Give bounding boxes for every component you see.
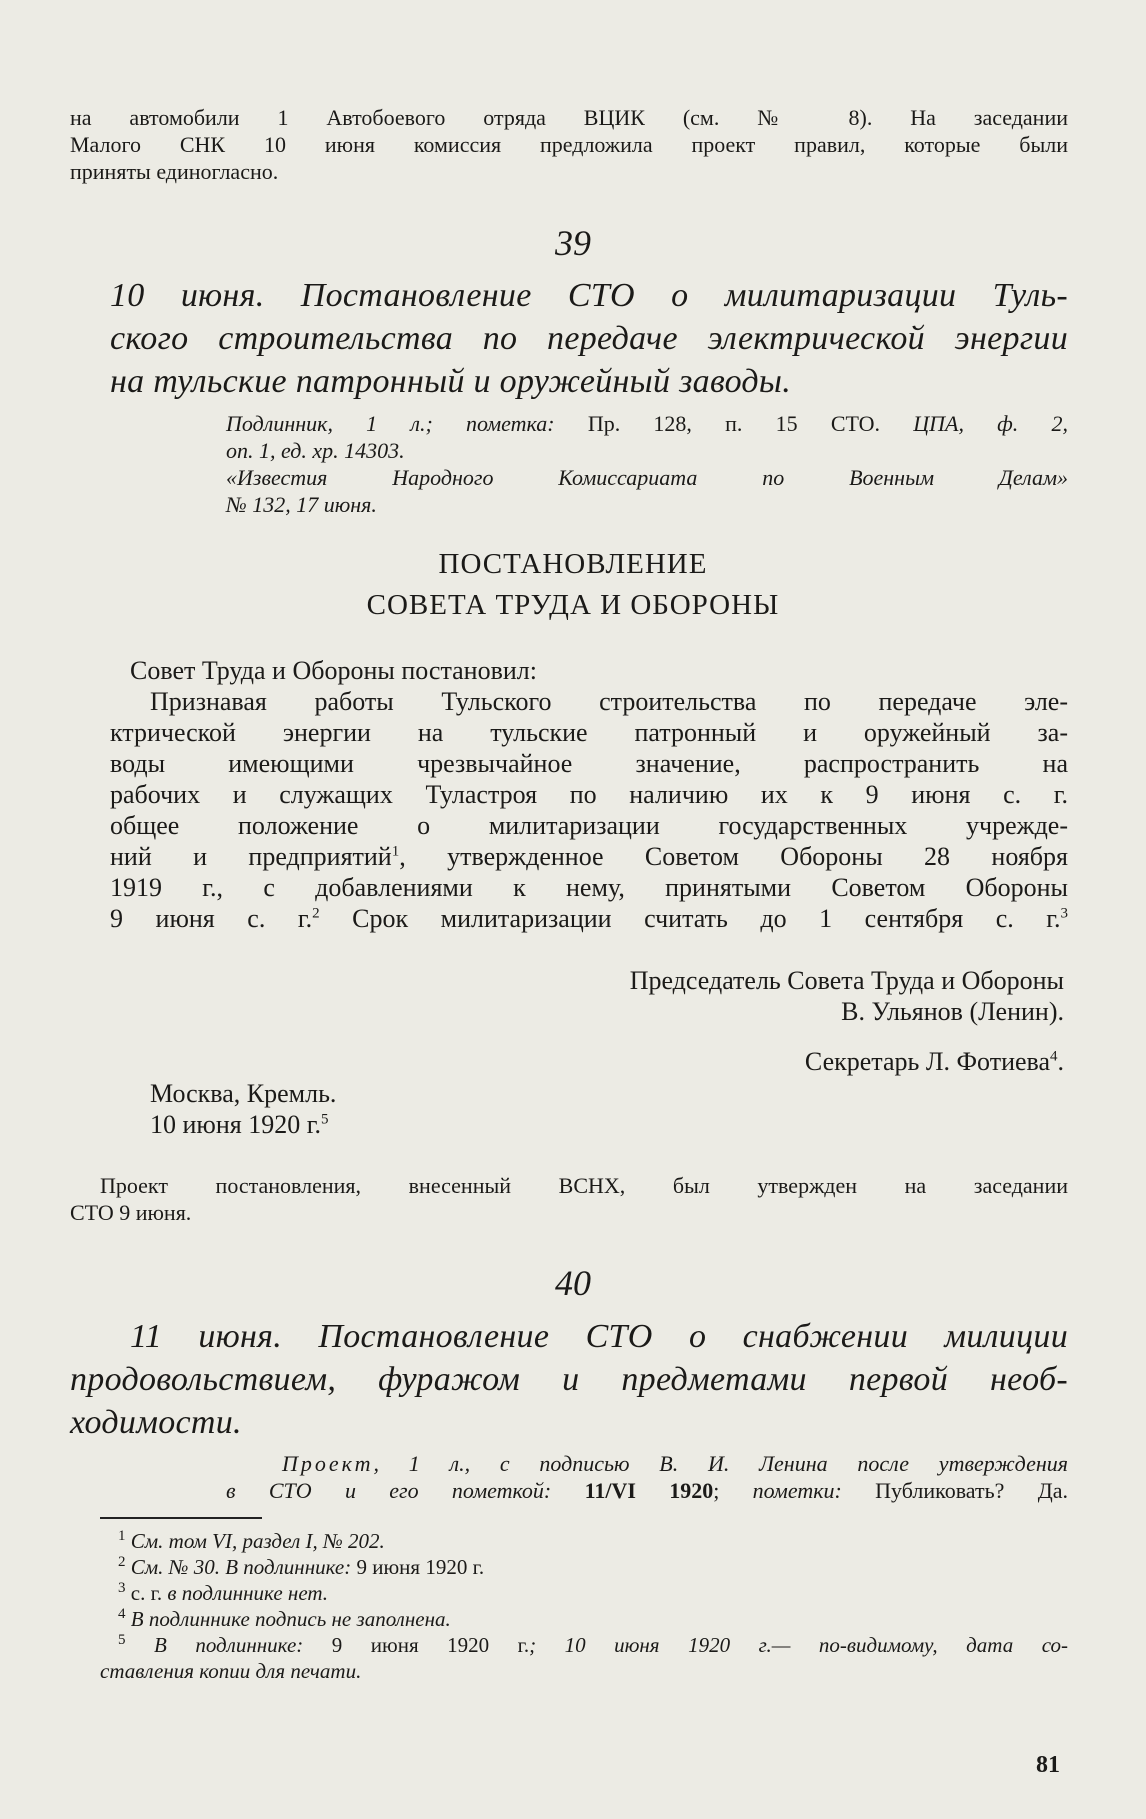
source-text: в СТО и его пометкой: <box>226 1478 585 1503</box>
editorial-note <box>70 1172 1068 1226</box>
signature-role: Председатель Совета Труда и Обороны <box>629 966 1064 995</box>
place-date <box>150 1078 750 1140</box>
decree-line: рабочих и служащих Туластроя по наличию их к 9 июня с. г. <box>110 780 1068 809</box>
footnote-mark: 4 <box>118 1606 126 1622</box>
source-text: , 1 л., с подписью В. И. Ленина после утверждения <box>373 1451 1068 1476</box>
secretary-text: Секретарь Л. Фотиева <box>804 1047 1050 1076</box>
decree-heading: СОВЕТА ТРУДА И ОБОРОНЫ <box>366 589 780 621</box>
secretary-wrap <box>110 1046 1064 1077</box>
footnote-text: с. г. <box>130 1581 168 1605</box>
decree-text: 9 июня с. г. <box>110 904 313 933</box>
source-note <box>226 1477 1068 1504</box>
footnote-continuation <box>100 1658 1068 1684</box>
source-line <box>226 410 1068 437</box>
note-line: СТО 9 июня. <box>70 1200 192 1225</box>
footnote-mark: 2 <box>118 1554 126 1570</box>
footnote-ref: 1 <box>391 843 400 860</box>
title-line: продовольствием, фуражом и предметами первой необ- <box>70 1361 1068 1398</box>
source-text: ; <box>713 1478 753 1503</box>
source-text: Публиковать? Да. <box>841 1478 1068 1503</box>
source-line: оп. 1, ед. хр. 14303. <box>226 438 405 463</box>
source-text: пометки: <box>752 1478 842 1503</box>
source-text: ЦПА, ф. 2, <box>913 411 1068 436</box>
source-text: 11/VI 1920 <box>584 1478 714 1503</box>
document-number: 40 <box>555 1263 591 1303</box>
decree-text: Срок милитаризации считать до 1 сентября с. г. <box>319 904 1061 933</box>
decree-line: ктрической энергии на тульские патронный и оружейный за- <box>110 718 1068 747</box>
date: 10 июня 1920 г. <box>150 1110 321 1139</box>
footnote-ref: 4 <box>1050 1048 1058 1065</box>
footnote-ref: 5 <box>320 1111 329 1128</box>
date-line <box>150 1109 750 1140</box>
place: Москва, Кремль. <box>150 1079 337 1108</box>
footnote-mark: 1 <box>118 1528 126 1544</box>
footnote-item <box>118 1632 1068 1658</box>
footnote-text: В подлиннике подпись не заполнена. <box>130 1607 451 1631</box>
footnote-text: ставления копии для печати. <box>100 1659 362 1683</box>
footnote-text: См. № 30. В подлиннике: <box>130 1555 357 1579</box>
footnote-mark: 3 <box>118 1580 126 1596</box>
decree-line: общее положение о милитаризации государственных учрежде- <box>110 811 1068 840</box>
title-line: 11 июня. Постановление СТО о снабжении милиции <box>130 1318 1068 1355</box>
note-line: Проект постановления, внесенный ВСНХ, был утвержден на заседании <box>100 1173 1068 1198</box>
decree-line: 1919 г., с добавлениями к нему, принятыми Советом Обороны <box>110 873 1068 902</box>
footnote-text: ; 10 июня 1920 г.— по-видимому, дата со- <box>529 1633 1068 1657</box>
decree-heading: ПОСТАНОВЛЕНИЕ <box>438 548 708 580</box>
title-line: ходимости. <box>70 1404 242 1441</box>
title-line: 10 июня. Постановление СТО о милитаризации Туль- <box>110 277 1068 314</box>
footnote-item <box>118 1606 1068 1632</box>
decree-line <box>110 903 1068 934</box>
source-note <box>226 491 1068 518</box>
secretary-line <box>110 1046 1064 1077</box>
signature-block <box>110 965 1064 1027</box>
title-line: ского строительства по передаче электрической энергии <box>110 320 1068 357</box>
page-number: 81 <box>1036 1752 1060 1778</box>
footnotes <box>118 1528 1068 1658</box>
footnote-ref: 2 <box>312 905 320 922</box>
source-text: Пр. 128, п. 15 СТО. <box>554 411 914 436</box>
footnote-text: в подлиннике нет. <box>167 1581 329 1605</box>
footnote-mark: 5 <box>118 1632 126 1648</box>
decree-body <box>110 655 1068 934</box>
source-line <box>226 1477 1068 1504</box>
footnote-text: См. том VI, раздел I, № 202. <box>130 1529 385 1553</box>
footnote-text: 9 июня 1920 г. <box>356 1555 485 1579</box>
footnote-item <box>118 1554 1068 1580</box>
source-line: № 132, 17 июня. <box>226 492 377 517</box>
decree-text: , утвержденное Советом Обороны 28 ноября <box>399 842 1068 871</box>
footnote-item <box>118 1528 1068 1554</box>
source-note <box>226 437 1068 464</box>
source-note <box>226 410 1068 437</box>
document-number: 39 <box>555 223 591 263</box>
source-line <box>282 1450 1068 1477</box>
decree-lead: Совет Труда и Обороны постановил: <box>130 656 537 685</box>
secretary-dot: . <box>1057 1047 1064 1076</box>
footnote-rule <box>100 1517 262 1519</box>
intro-line: приняты единогласно. <box>70 159 279 184</box>
title-line: на тульские патронный и оружейный заводы. <box>110 363 792 400</box>
footnote-item <box>118 1580 1068 1606</box>
source-note <box>282 1450 1068 1477</box>
source-line: «Известия Народного Комиссариата по Военным Делам» <box>226 465 1068 490</box>
footnote-text: 9 июня 1920 г. <box>331 1633 530 1657</box>
signature-name: В. Ульянов (Ленин). <box>841 997 1064 1026</box>
footnote-ref: 3 <box>1060 905 1068 922</box>
document-title <box>130 1315 1068 1358</box>
intro-line: Малого СНК 10 июня комиссия предложила проект правил, которые были <box>70 132 1068 157</box>
decree-line: Признавая работы Тульского строительства по передаче эле- <box>150 687 1068 716</box>
decree-line <box>110 841 1068 872</box>
source-text: Подлинник, 1 л.; пометка: <box>226 411 555 436</box>
footnote-text: В подлиннике: <box>154 1633 332 1657</box>
intro-line: на автомобили 1 Автобоевого отряда ВЦИК (см. № 8). На заседании <box>70 105 1068 130</box>
source-text: Проект <box>282 1451 374 1476</box>
source-note <box>226 464 1068 491</box>
intro-paragraph <box>70 104 1068 185</box>
document-title <box>110 274 1068 403</box>
document-title <box>70 1358 1068 1444</box>
decree-line: воды имеющими чрезвычайное значение, распространить на <box>110 749 1068 778</box>
decree-text: ний и предприятий <box>110 842 392 871</box>
